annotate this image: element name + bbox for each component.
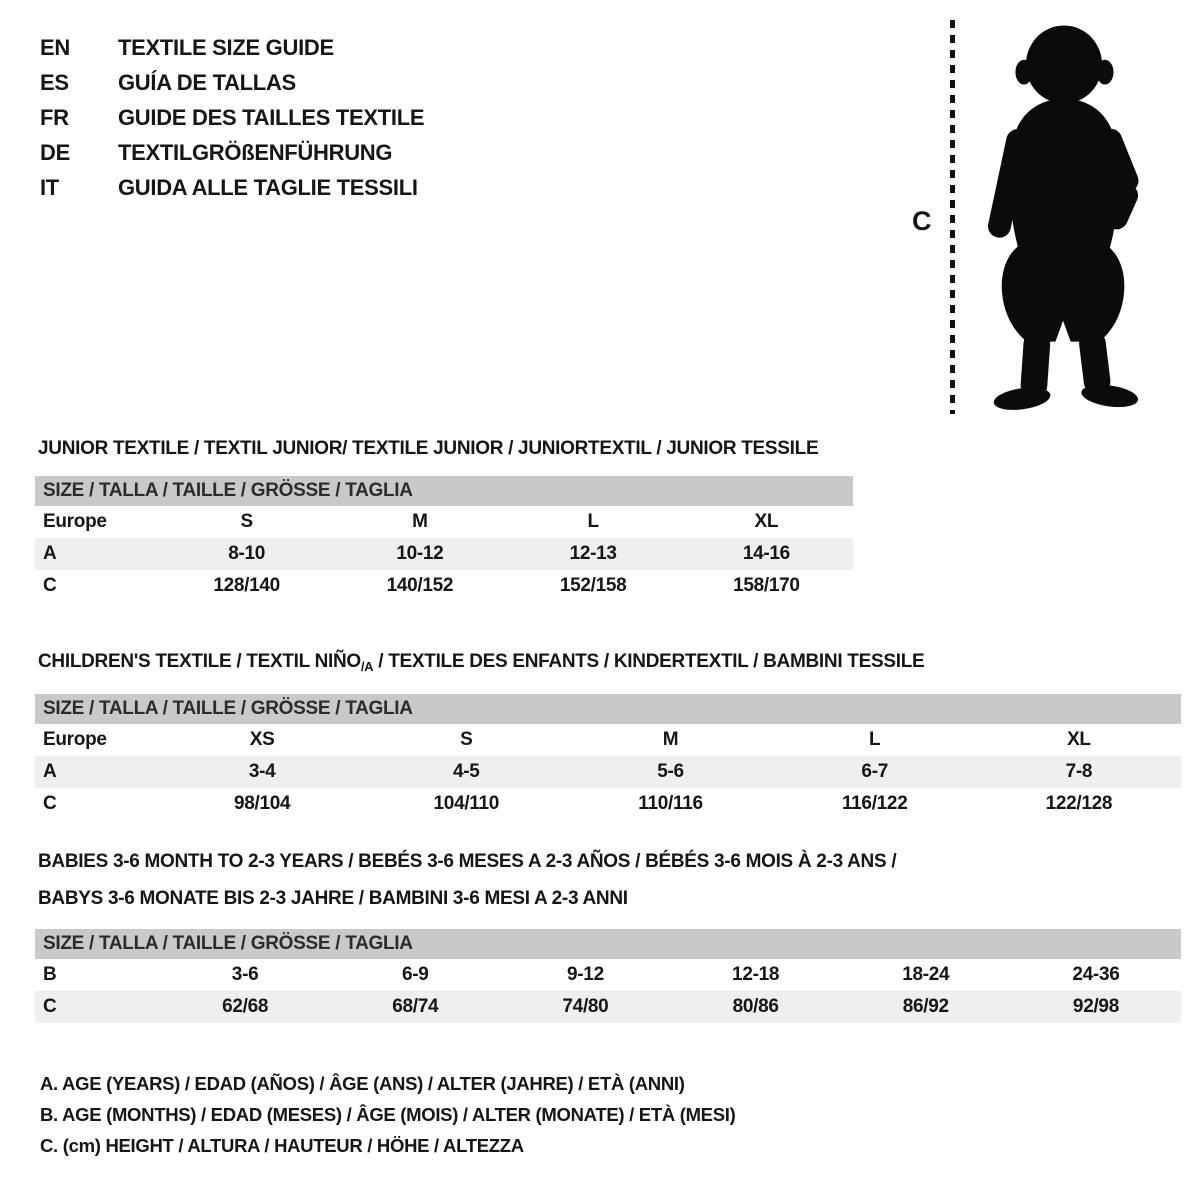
row-label: Europe (43, 511, 107, 532)
title-text: / TEXTILE DES ENFANTS / KINDERTEXTIL / BAMBINI TESSILE (373, 651, 925, 672)
legend-line: A. AGE (YEARS) / EDAD (AÑOS) / ÂGE (ANS) / ALTER (JAHRE) / ETÀ (ANNI) (40, 1073, 685, 1094)
toddler-silhouette-icon (964, 14, 1164, 416)
language-title: TEXTILE SIZE GUIDE (118, 34, 334, 60)
language-code: IT (40, 174, 59, 200)
cell-value: 8-10 (228, 543, 266, 564)
row-label: C (43, 793, 57, 814)
section-children-textile (35, 643, 1181, 820)
language-title: GUÍA DE TALLAS (118, 69, 296, 95)
cell-value: 74/80 (562, 996, 609, 1017)
section-title-line (38, 643, 1181, 685)
cell-value: 7-8 (1065, 761, 1093, 782)
junior-size-table (35, 476, 853, 602)
cell-value: 6-7 (861, 761, 888, 782)
cell-value: M (412, 511, 428, 532)
title-text: BABYS 3-6 MONATE BIS 2-3 JAHRE / BAMBINI 3-6 MESI A 2-3 ANNI (38, 888, 628, 909)
cell-value: L (587, 511, 599, 532)
cell-value: 3-4 (248, 761, 276, 782)
cell-value: 86/92 (902, 996, 949, 1017)
children-size-table (35, 694, 1181, 820)
cell-value: 128/140 (213, 575, 280, 596)
language-row (40, 30, 424, 65)
child-figure (900, 0, 1190, 430)
row-label: C (43, 996, 57, 1017)
babies-size-table (35, 929, 1181, 1023)
legend (40, 1068, 735, 1161)
section-title (38, 843, 1181, 917)
cell-value: 24-36 (1072, 964, 1120, 985)
legend-line: C. (cm) HEIGHT / ALTURA / HAUTEUR / HÖHE / ALTEZZA (40, 1135, 524, 1156)
title-text: JUNIOR TEXTILE / TEXTIL JUNIOR/ TEXTILE JUNIOR / JUNIORTEXTIL / JUNIOR TESSILE (38, 438, 819, 459)
section-title (38, 430, 853, 467)
cell-value: L (869, 729, 881, 750)
cell-value: XL (1067, 729, 1091, 750)
cell-value: 152/158 (559, 575, 627, 596)
cell-value: 3-6 (231, 964, 259, 985)
cell-value: 12-13 (569, 543, 617, 564)
table-row (35, 506, 853, 538)
language-code: DE (40, 139, 70, 165)
cell-value: 4-5 (453, 761, 480, 782)
height-label: C (912, 206, 932, 236)
language-row (40, 65, 424, 100)
section-title-line (38, 430, 853, 467)
cell-value: M (662, 729, 679, 750)
size-header-row: SIZE / TALLA / TAILLE / GRÖSSE / TAGLIA (35, 476, 853, 506)
section-babies-textile (35, 843, 1181, 1023)
cell-value: 80/86 (732, 996, 779, 1017)
size-header-row: SIZE / TALLA / TAILLE / GRÖSSE / TAGLIA (35, 929, 1181, 959)
title-text: BABIES 3-6 MONTH TO 2-3 YEARS / BEBÉS 3-6 MESES A 2-3 AÑOS / BÉBÉS 3-6 MOIS À 2-3 ANS / (38, 851, 897, 872)
table-row (35, 538, 853, 570)
row-label: Europe (43, 729, 107, 750)
title-text: /A (360, 659, 374, 674)
size-header-row: SIZE / TALLA / TAILLE / GRÖSSE / TAGLIA (35, 694, 1181, 724)
cell-value: XS (249, 729, 275, 750)
cell-value: 68/74 (392, 996, 439, 1017)
section-title-line (38, 843, 1181, 880)
cell-value: 10-12 (396, 543, 444, 564)
section-title-line (38, 880, 1181, 917)
table-row (35, 724, 1181, 756)
row-label: A (43, 543, 57, 564)
cell-value: 140/152 (386, 575, 454, 596)
title-text: CHILDREN'S TEXTILE / TEXTIL NIÑO (38, 651, 361, 672)
table-row (35, 959, 1181, 991)
cell-value: 92/98 (1072, 996, 1119, 1017)
language-code: ES (40, 69, 69, 95)
language-row (40, 135, 424, 170)
language-title: TEXTILGRÖßENFÜHRUNG (118, 139, 393, 165)
cell-value: 5-6 (657, 761, 684, 782)
section-junior-textile (35, 430, 853, 602)
cell-value: 122/128 (1045, 793, 1113, 814)
table-row (35, 756, 1181, 788)
height-measure-line (950, 20, 955, 414)
cell-value: 18-24 (902, 964, 950, 985)
cell-value: 110/116 (638, 793, 703, 814)
table-row (35, 788, 1181, 820)
table-row (35, 991, 1181, 1023)
cell-value: 6-9 (401, 964, 429, 985)
cell-value: 12-18 (732, 964, 780, 985)
cell-value: 9-12 (567, 964, 604, 985)
language-code: EN (40, 34, 70, 60)
legend-line: B. AGE (MONTHS) / EDAD (MESES) / ÂGE (MOIS) / ALTER (MONATE) / ETÀ (MESI) (40, 1104, 736, 1125)
language-title: GUIDA ALLE TAGLIE TESSILI (118, 174, 418, 200)
cell-value: S (460, 729, 473, 750)
cell-value: 104/110 (433, 793, 500, 814)
section-title (38, 643, 1181, 685)
cell-value: S (240, 511, 253, 532)
cell-value: XL (754, 511, 779, 532)
cell-value: 62/68 (222, 996, 269, 1017)
row-label: C (43, 575, 57, 596)
language-code: FR (40, 104, 69, 130)
row-label: B (43, 964, 57, 985)
language-title: GUIDE DES TAILLES TEXTILE (118, 104, 425, 130)
row-label: A (43, 761, 57, 782)
table-row (35, 570, 853, 602)
cell-value: 158/170 (733, 575, 800, 596)
language-row (40, 170, 424, 205)
cell-value: 14-16 (742, 543, 790, 564)
language-title-list (40, 30, 424, 205)
cell-value: 98/104 (233, 793, 291, 814)
language-row (40, 100, 424, 135)
cell-value: 116/122 (841, 793, 908, 814)
